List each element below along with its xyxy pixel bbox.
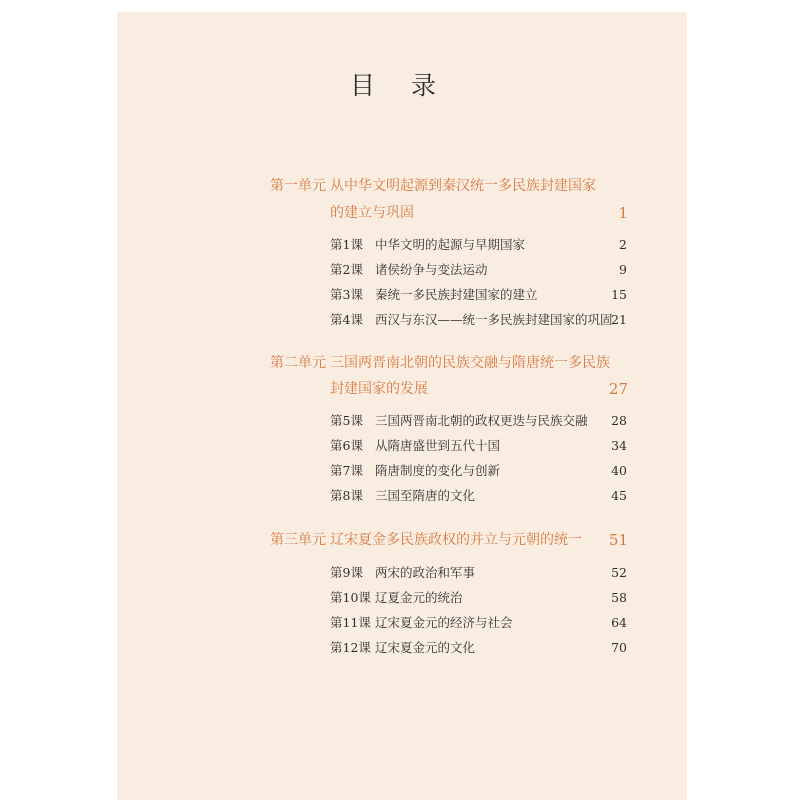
lesson-page: 64 bbox=[611, 615, 627, 630]
unit-2-title-line2: 封建国家的发展 bbox=[330, 381, 428, 397]
lesson-number: 第7课 bbox=[330, 463, 363, 478]
lesson-number: 第8课 bbox=[330, 488, 363, 503]
unit-1-page: 1 bbox=[618, 204, 628, 222]
unit-1-title-line2: 的建立与巩固 bbox=[330, 205, 414, 221]
unit-2-label: 第二单元 bbox=[270, 355, 326, 371]
unit-3-title: 辽宋夏金多民族政权的并立与元朝的统一 bbox=[330, 532, 582, 548]
lesson-number: 第11课 bbox=[330, 615, 371, 630]
lesson-8 bbox=[0, 485, 800, 507]
unit-2-title: 三国两晋南北朝的民族交融与隋唐统一多民族 bbox=[330, 355, 610, 371]
unit-2-page: 27 bbox=[608, 380, 628, 398]
lesson-6 bbox=[0, 435, 800, 457]
lesson-number: 第6课 bbox=[330, 438, 363, 453]
lesson-title: 辽夏金元的统治 bbox=[375, 590, 463, 605]
lesson-title: 三国至隋唐的文化 bbox=[375, 488, 476, 503]
unit-1-header-line2 bbox=[0, 202, 800, 224]
unit-2-header-line2 bbox=[0, 378, 800, 400]
lesson-10 bbox=[0, 587, 800, 609]
lesson-title: 从隋唐盛世到五代十国 bbox=[375, 438, 501, 453]
unit-2-header bbox=[0, 352, 800, 374]
lesson-11 bbox=[0, 612, 800, 634]
lesson-number: 第12课 bbox=[330, 640, 371, 655]
lesson-page: 21 bbox=[611, 312, 627, 327]
lesson-page: 34 bbox=[611, 438, 627, 453]
unit-3-label: 第三单元 bbox=[270, 532, 326, 548]
lesson-2 bbox=[0, 259, 800, 281]
lesson-page: 40 bbox=[611, 463, 627, 478]
lesson-title: 隋唐制度的变化与创新 bbox=[375, 463, 501, 478]
lesson-page: 2 bbox=[619, 237, 627, 252]
lesson-title: 辽宋夏金元的经济与社会 bbox=[375, 615, 513, 630]
lesson-number: 第2课 bbox=[330, 262, 363, 277]
unit-1-title: 从中华文明起源到秦汉统一多民族封建国家 bbox=[330, 178, 596, 194]
lesson-page: 52 bbox=[611, 565, 627, 580]
lesson-number: 第9课 bbox=[330, 565, 363, 580]
lesson-title: 辽宋夏金元的文化 bbox=[375, 640, 476, 655]
lesson-title: 诸侯纷争与变法运动 bbox=[375, 262, 488, 277]
lesson-title: 中华文明的起源与早期国家 bbox=[375, 237, 526, 252]
lesson-7 bbox=[0, 460, 800, 482]
lesson-page: 15 bbox=[611, 287, 627, 302]
lesson-number: 第4课 bbox=[330, 312, 363, 327]
lesson-9 bbox=[0, 562, 800, 584]
lesson-number: 第5课 bbox=[330, 413, 363, 428]
lesson-title: 三国两晋南北朝的政权更迭与民族交融 bbox=[375, 413, 588, 428]
unit-1-label: 第一单元 bbox=[270, 178, 326, 194]
lesson-title: 两宋的政治和军事 bbox=[375, 565, 476, 580]
lesson-page: 28 bbox=[611, 413, 627, 428]
unit-3-page: 51 bbox=[608, 531, 628, 549]
unit-3-header bbox=[0, 529, 800, 551]
lesson-number: 第3课 bbox=[330, 287, 363, 302]
lesson-page: 9 bbox=[619, 262, 627, 277]
unit-1-header bbox=[0, 175, 800, 197]
lesson-page: 58 bbox=[611, 590, 627, 605]
lesson-4 bbox=[0, 309, 800, 331]
lesson-5 bbox=[0, 410, 800, 432]
toc-title: 目 录 bbox=[350, 71, 450, 100]
lesson-12 bbox=[0, 637, 800, 659]
lesson-title: 秦统一多民族封建国家的建立 bbox=[375, 287, 538, 302]
lesson-page: 45 bbox=[611, 488, 627, 503]
lesson-number: 第10课 bbox=[330, 590, 371, 605]
lesson-page: 70 bbox=[611, 640, 627, 655]
lesson-number: 第1课 bbox=[330, 237, 363, 252]
lesson-title: 西汉与东汉——统一多民族封建国家的巩固 bbox=[375, 312, 613, 327]
lesson-1 bbox=[0, 234, 800, 256]
lesson-3 bbox=[0, 284, 800, 306]
toc-page bbox=[117, 12, 687, 800]
